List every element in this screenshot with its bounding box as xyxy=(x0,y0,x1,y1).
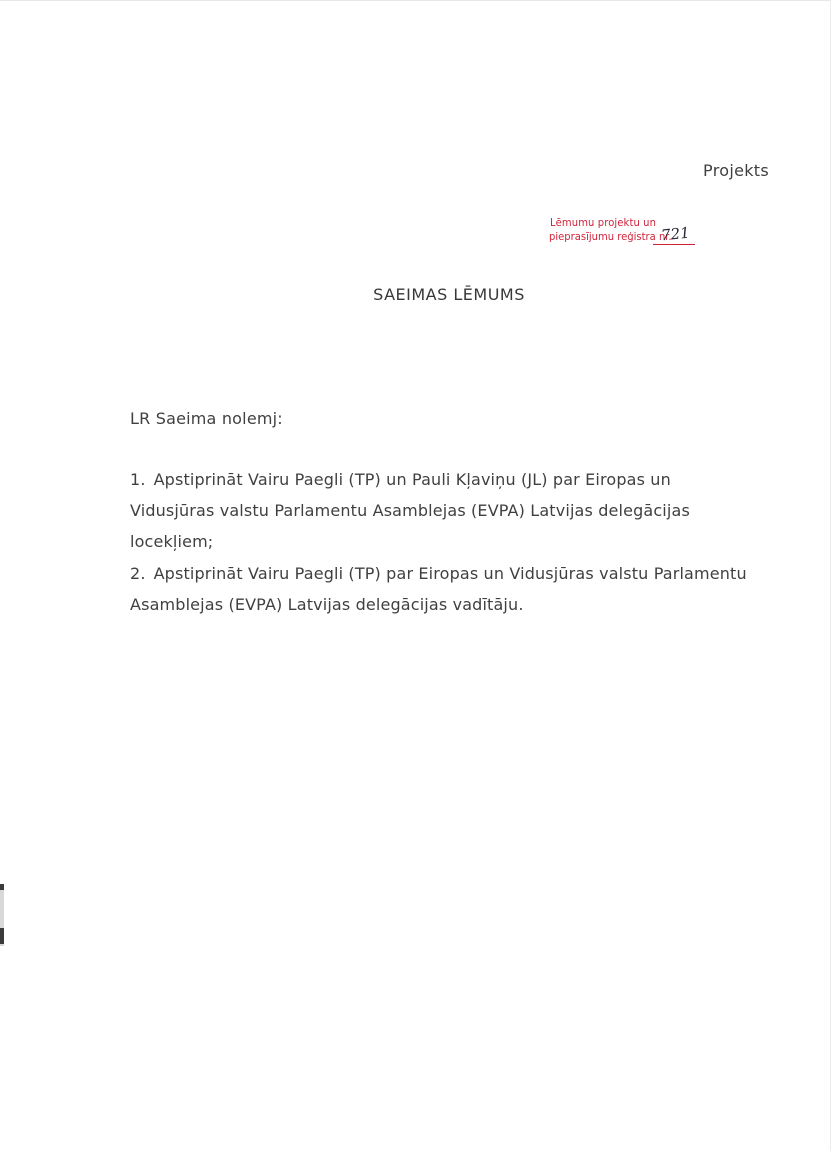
stamp-line-2: pieprasījumu reģistra nr. xyxy=(549,231,672,244)
document-title: SAEIMAS LĒMUMS xyxy=(373,285,525,304)
item-number: 2. xyxy=(130,564,146,583)
item-text: Apstiprināt Vairu Paegli (TP) par Eiropas un Vidusjūras valstu Parlamentu Asamblejas (EVPA) Latvijas delegācijas vadītāju. xyxy=(130,564,747,614)
decision-item xyxy=(130,464,760,557)
stamp-underline xyxy=(653,244,695,245)
item-text: Apstiprināt Vairu Paegli (TP) un Pauli Kļaviņu (JL) par Eiropas un Vidusjūras valstu Parlamentu Asamblejas (EVPA) Latvijas delegācijas locekļiem; xyxy=(130,470,690,551)
stamp-line-1: Lēmumu projektu un xyxy=(550,217,657,230)
scan-edge xyxy=(0,0,831,1)
item-number: 1. xyxy=(130,470,146,489)
decision-item xyxy=(130,558,760,620)
registry-number: 721 xyxy=(660,223,691,245)
scanner-mark xyxy=(0,884,4,946)
draft-label: Projekts xyxy=(703,161,769,180)
registry-stamp xyxy=(549,218,709,252)
document-intro: LR Saeima nolemj: xyxy=(130,409,283,428)
